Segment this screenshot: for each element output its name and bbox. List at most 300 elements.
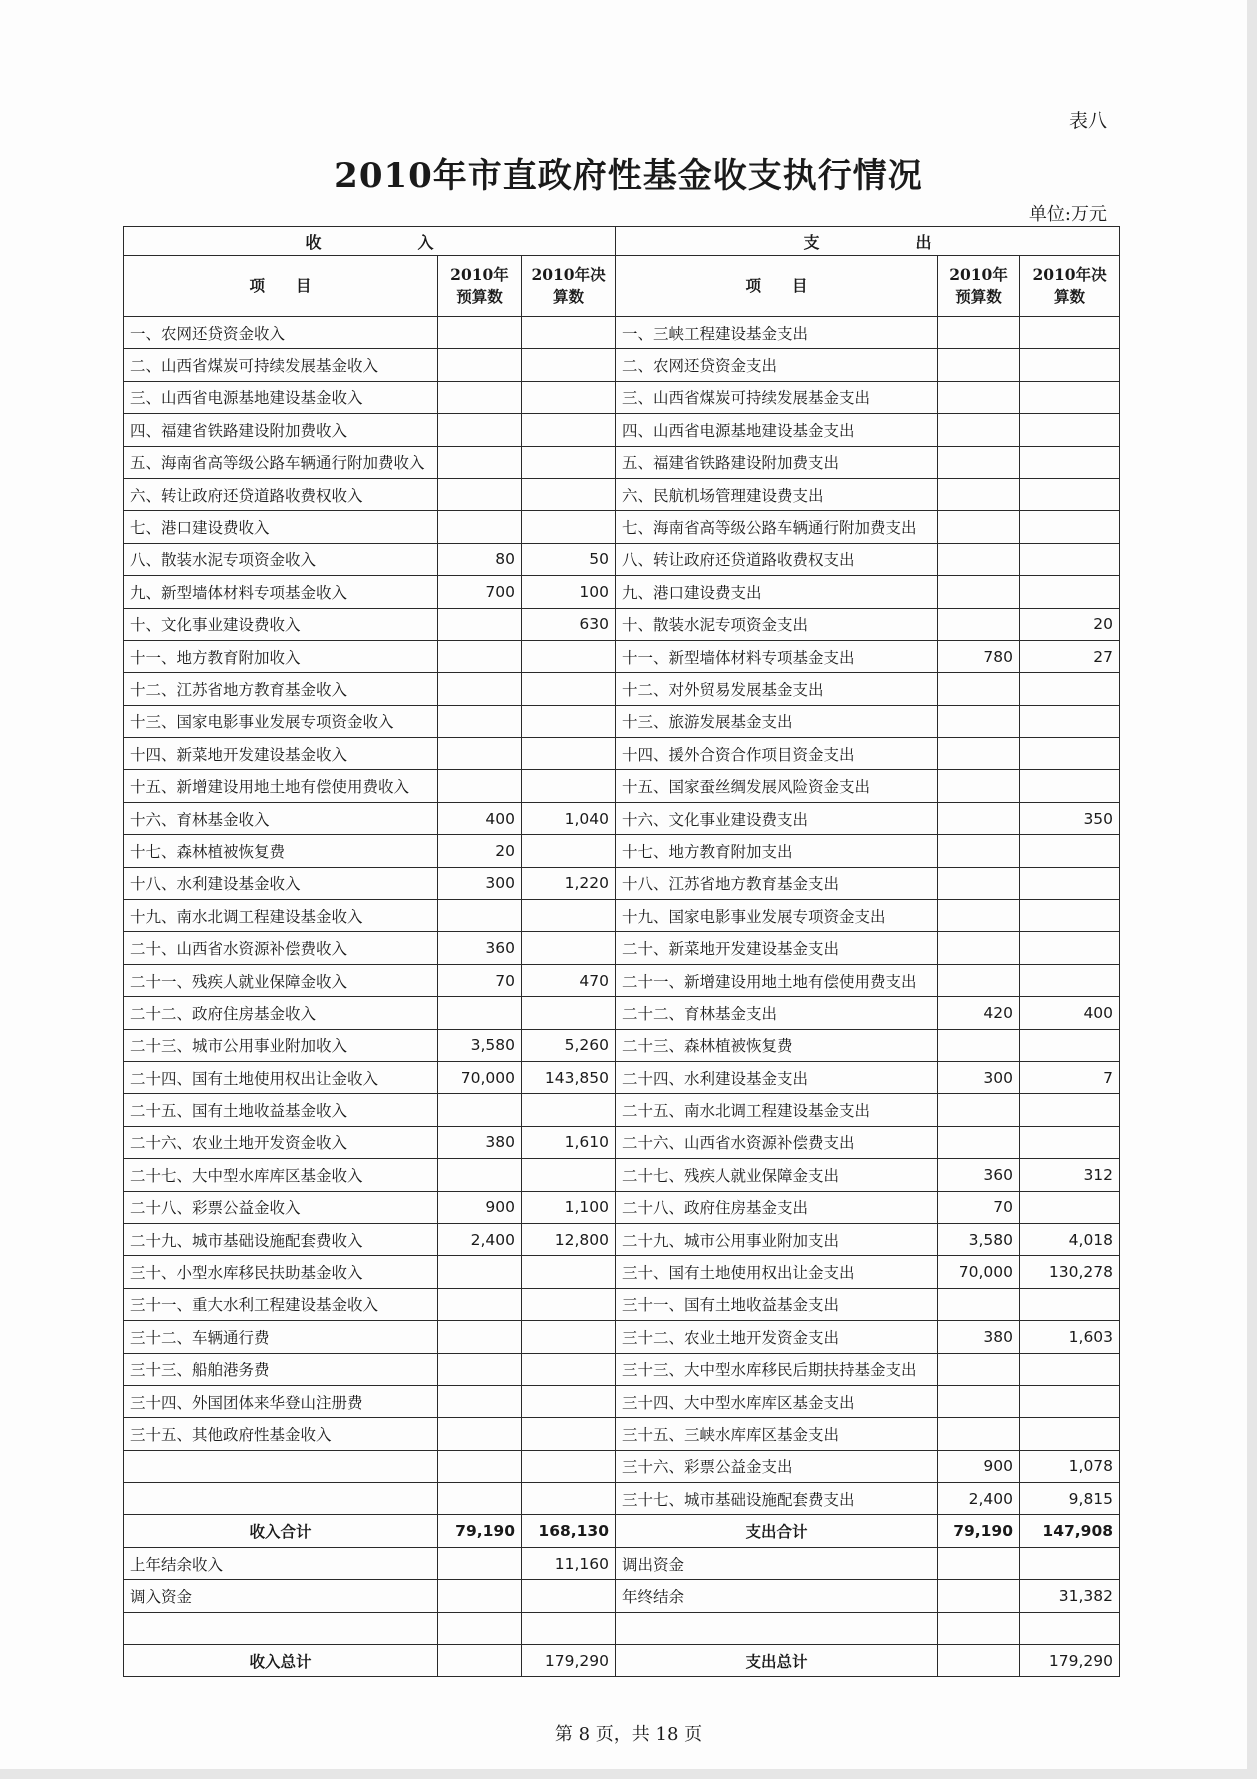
expense-item-cell: 四、山西省电源基地建设基金支出	[616, 414, 938, 446]
income-budget-cell	[438, 1288, 522, 1320]
income-item-cell: 二十六、农业土地开发资金收入	[124, 1126, 438, 1158]
income-item-cell: 二十一、残疾人就业保障金收入	[124, 964, 438, 996]
expense-final-cell: 1,603	[1020, 1321, 1120, 1353]
expense-final-cell	[1020, 1094, 1120, 1126]
expense-budget-cell	[938, 932, 1020, 964]
table-row	[124, 1094, 1120, 1126]
income-budget-cell	[438, 317, 522, 349]
expense-item-cell: 二十四、水利建设基金支出	[616, 1061, 938, 1093]
expense-final-cell: 4,018	[1020, 1223, 1120, 1255]
income-final-cell: 1,100	[522, 1191, 616, 1223]
income-final-cell	[522, 1418, 616, 1450]
expense-item-cell: 三十、国有土地使用权出让金支出	[616, 1256, 938, 1288]
income-budget-cell	[438, 1159, 522, 1191]
expense-budget-cell: 300	[938, 1061, 1020, 1093]
expense-item-cell: 七、海南省高等级公路车辆通行附加费支出	[616, 511, 938, 543]
expense-item-cell: 十一、新型墙体材料专项基金支出	[616, 640, 938, 672]
expense-budget-cell	[938, 478, 1020, 510]
income-final-cell: 143,850	[522, 1061, 616, 1093]
income-budget-cell	[438, 1353, 522, 1385]
income-budget-cell: 900	[438, 1191, 522, 1223]
table-row	[124, 705, 1120, 737]
expense-item-cell: 一、三峡工程建设基金支出	[616, 317, 938, 349]
income-item-cell: 十一、地方教育附加收入	[124, 640, 438, 672]
expense-final-cell: 312	[1020, 1159, 1120, 1191]
income-item-cell: 三十三、船舶港务费	[124, 1353, 438, 1385]
income-item-cell: 上年结余收入	[124, 1547, 438, 1579]
table-row	[124, 1385, 1120, 1417]
table-row	[124, 932, 1120, 964]
income-budget-cell	[438, 1483, 522, 1515]
expense-item-cell: 十、散装水泥专项资金支出	[616, 608, 938, 640]
income-final-cell	[522, 1580, 616, 1612]
expense-final-cell: 20	[1020, 608, 1120, 640]
expense-budget-cell	[938, 900, 1020, 932]
expense-final-cell	[1020, 1612, 1120, 1644]
expense-final-cell	[1020, 1353, 1120, 1385]
expense-budget-cell	[938, 802, 1020, 834]
income-grand-budget	[438, 1645, 522, 1677]
income-budget-cell	[438, 608, 522, 640]
expense-item-cell: 三十三、大中型水库移民后期扶持基金支出	[616, 1353, 938, 1385]
table-body	[124, 317, 1120, 1677]
income-item-cell: 二十七、大中型水库库区基金收入	[124, 1159, 438, 1191]
income-budget-header: 2010年预算数	[438, 256, 522, 317]
expense-item-cell: 三、山西省煤炭可持续发展基金支出	[616, 381, 938, 413]
income-final-cell	[522, 673, 616, 705]
expense-final-cell	[1020, 900, 1120, 932]
income-item-cell: 八、散装水泥专项资金收入	[124, 543, 438, 575]
income-item-cell: 十九、南水北调工程建设基金收入	[124, 900, 438, 932]
expense-final-cell	[1020, 1288, 1120, 1320]
income-final-cell: 1,610	[522, 1126, 616, 1158]
income-final-cell	[522, 1288, 616, 1320]
expense-item-cell: 二十八、政府住房基金支出	[616, 1191, 938, 1223]
expense-budget-cell	[938, 770, 1020, 802]
income-item-cell: 二十三、城市公用事业附加收入	[124, 1029, 438, 1061]
expense-budget-cell: 420	[938, 997, 1020, 1029]
expense-budget-cell	[938, 1580, 1020, 1612]
table-number: 表八	[1068, 110, 1107, 132]
income-budget-cell: 2,400	[438, 1223, 522, 1255]
income-budget-cell	[438, 1612, 522, 1644]
expense-item-cell: 三十五、三峡水库库区基金支出	[616, 1418, 938, 1450]
income-final-cell	[522, 1321, 616, 1353]
income-final-cell: 100	[522, 576, 616, 608]
page-footer: 第 8 页，共 18 页	[554, 1724, 703, 1745]
income-budget-cell: 3,580	[438, 1029, 522, 1061]
income-final-cell	[522, 1256, 616, 1288]
income-item-cell: 七、港口建设费收入	[124, 511, 438, 543]
income-budget-cell: 300	[438, 867, 522, 899]
income-budget-cell	[438, 1418, 522, 1450]
income-final-cell	[522, 478, 616, 510]
income-budget-cell	[438, 478, 522, 510]
income-total-budget: 79,190	[438, 1515, 522, 1547]
expense-total-budget: 79,190	[938, 1515, 1020, 1547]
table-row	[124, 1223, 1120, 1255]
expense-item-cell: 十三、旅游发展基金支出	[616, 705, 938, 737]
income-final-cell: 1,040	[522, 802, 616, 834]
expense-item-cell: 年终结余	[616, 1580, 938, 1612]
expense-budget-cell	[938, 1353, 1020, 1385]
expense-item-cell: 二十六、山西省水资源补偿费支出	[616, 1126, 938, 1158]
income-budget-cell	[438, 1580, 522, 1612]
expense-item-cell: 八、转让政府还贷道路收费权支出	[616, 543, 938, 575]
expense-budget-cell	[938, 1418, 1020, 1450]
income-final-cell	[522, 349, 616, 381]
expense-final-cell	[1020, 1547, 1120, 1579]
expense-budget-cell	[938, 349, 1020, 381]
expense-final-cell	[1020, 673, 1120, 705]
income-grand-label: 收入总计	[124, 1645, 438, 1677]
expense-item-cell: 十九、国家电影事业发展专项资金支出	[616, 900, 938, 932]
table-row	[124, 446, 1120, 478]
income-section-header: 收 入	[124, 227, 616, 256]
expense-budget-cell	[938, 673, 1020, 705]
income-budget-cell	[438, 673, 522, 705]
income-item-cell: 二十二、政府住房基金收入	[124, 997, 438, 1029]
income-grand-final: 179,290	[522, 1645, 616, 1677]
subtotal-row	[124, 1515, 1120, 1547]
income-item-cell: 十四、新菜地开发建设基金收入	[124, 738, 438, 770]
section-header-row	[124, 227, 1120, 256]
table-row	[124, 349, 1120, 381]
income-item-cell: 二十五、国有土地收益基金收入	[124, 1094, 438, 1126]
income-item-cell: 十五、新增建设用地土地有偿使用费收入	[124, 770, 438, 802]
expense-final-cell	[1020, 835, 1120, 867]
table-row	[124, 1159, 1120, 1191]
extra-row	[124, 1612, 1120, 1644]
expense-final-cell: 130,278	[1020, 1256, 1120, 1288]
expense-budget-header: 2010年预算数	[938, 256, 1020, 317]
expense-item-cell: 十五、国家蚕丝绸发展风险资金支出	[616, 770, 938, 802]
expense-budget-cell	[938, 1612, 1020, 1644]
table-row	[124, 997, 1120, 1029]
income-budget-cell	[438, 1547, 522, 1579]
income-item-cell: 二十四、国有土地使用权出让金收入	[124, 1061, 438, 1093]
expense-item-cell: 二十九、城市公用事业附加支出	[616, 1223, 938, 1255]
income-item-cell: 二、山西省煤炭可持续发展基金收入	[124, 349, 438, 381]
income-item-cell	[124, 1483, 438, 1515]
expense-budget-cell: 2,400	[938, 1483, 1020, 1515]
table-row	[124, 478, 1120, 510]
table-row	[124, 1321, 1120, 1353]
income-budget-cell	[438, 414, 522, 446]
expense-budget-cell	[938, 1547, 1020, 1579]
income-budget-cell	[438, 1321, 522, 1353]
expense-budget-cell	[938, 964, 1020, 996]
expense-grand-final: 179,290	[1020, 1645, 1120, 1677]
income-final-cell: 630	[522, 608, 616, 640]
income-item-cell: 二十、山西省水资源补偿费收入	[124, 932, 438, 964]
table-row	[124, 1483, 1120, 1515]
income-final-cell	[522, 414, 616, 446]
income-final-cell	[522, 900, 616, 932]
table-row	[124, 511, 1120, 543]
income-final-header: 2010年决算数	[522, 256, 616, 317]
expense-item-cell: 六、民航机场管理建设费支出	[616, 478, 938, 510]
income-final-cell	[522, 932, 616, 964]
income-item-cell	[124, 1612, 438, 1644]
income-budget-cell: 700	[438, 576, 522, 608]
income-final-cell: 5,260	[522, 1029, 616, 1061]
income-item-cell: 十三、国家电影事业发展专项资金收入	[124, 705, 438, 737]
expense-final-cell: 27	[1020, 640, 1120, 672]
expense-final-cell	[1020, 867, 1120, 899]
income-budget-cell	[438, 1450, 522, 1482]
income-final-cell: 1,220	[522, 867, 616, 899]
income-final-cell: 50	[522, 543, 616, 575]
income-final-cell	[522, 1094, 616, 1126]
income-item-cell: 六、转让政府还贷道路收费权收入	[124, 478, 438, 510]
table-row	[124, 1126, 1120, 1158]
table-row	[124, 1450, 1120, 1482]
expense-final-cell	[1020, 1126, 1120, 1158]
income-budget-cell: 70,000	[438, 1061, 522, 1093]
expense-final-cell	[1020, 478, 1120, 510]
income-item-cell: 二十八、彩票公益金收入	[124, 1191, 438, 1223]
expense-final-cell: 7	[1020, 1061, 1120, 1093]
expense-budget-cell	[938, 381, 1020, 413]
expense-item-cell: 三十一、国有土地收益基金支出	[616, 1288, 938, 1320]
expense-final-cell	[1020, 576, 1120, 608]
expense-final-cell: 31,382	[1020, 1580, 1120, 1612]
table-row	[124, 835, 1120, 867]
income-item-cell: 三十、小型水库移民扶助基金收入	[124, 1256, 438, 1288]
income-item-cell: 三十二、车辆通行费	[124, 1321, 438, 1353]
income-budget-cell	[438, 349, 522, 381]
income-final-cell	[522, 1353, 616, 1385]
income-item-cell: 十七、森林植被恢复费	[124, 835, 438, 867]
income-final-cell	[522, 446, 616, 478]
expense-item-header: 项 目	[616, 256, 938, 317]
income-final-cell	[522, 381, 616, 413]
expense-item-cell: 二十一、新增建设用地土地有偿使用费支出	[616, 964, 938, 996]
table-row	[124, 673, 1120, 705]
income-budget-cell: 400	[438, 802, 522, 834]
fund-table	[123, 226, 1120, 1677]
expense-budget-cell	[938, 446, 1020, 478]
income-final-cell	[522, 997, 616, 1029]
income-budget-cell	[438, 900, 522, 932]
column-header-row	[124, 256, 1120, 317]
expense-total-label: 支出合计	[616, 1515, 938, 1547]
expense-final-cell: 350	[1020, 802, 1120, 834]
expense-item-cell: 调出资金	[616, 1547, 938, 1579]
expense-item-cell: 十六、文化事业建设费支出	[616, 802, 938, 834]
income-budget-cell	[438, 1385, 522, 1417]
expense-budget-cell: 900	[938, 1450, 1020, 1482]
table-row	[124, 608, 1120, 640]
expense-final-cell	[1020, 770, 1120, 802]
income-item-cell: 三十四、外国团体来华登山注册费	[124, 1385, 438, 1417]
expense-item-cell: 二十二、育林基金支出	[616, 997, 938, 1029]
income-total-final: 168,130	[522, 1515, 616, 1547]
income-item-cell: 十二、江苏省地方教育基金收入	[124, 673, 438, 705]
expense-final-cell	[1020, 1418, 1120, 1450]
income-final-cell: 11,160	[522, 1547, 616, 1579]
expense-budget-cell	[938, 867, 1020, 899]
expense-grand-budget	[938, 1645, 1020, 1677]
expense-final-cell	[1020, 1385, 1120, 1417]
expense-budget-cell	[938, 543, 1020, 575]
income-item-cell: 十六、育林基金收入	[124, 802, 438, 834]
expense-item-cell: 十八、江苏省地方教育基金支出	[616, 867, 938, 899]
table-row	[124, 1418, 1120, 1450]
expense-budget-cell	[938, 705, 1020, 737]
expense-final-cell	[1020, 738, 1120, 770]
expense-budget-cell: 70	[938, 1191, 1020, 1223]
table-row	[124, 317, 1120, 349]
income-budget-cell	[438, 446, 522, 478]
table-row	[124, 770, 1120, 802]
expense-budget-cell	[938, 414, 1020, 446]
income-item-cell: 调入资金	[124, 1580, 438, 1612]
income-budget-cell	[438, 738, 522, 770]
income-final-cell	[522, 317, 616, 349]
expense-final-cell: 400	[1020, 997, 1120, 1029]
income-final-cell	[522, 1612, 616, 1644]
expense-final-cell	[1020, 446, 1120, 478]
table-row	[124, 1353, 1120, 1385]
income-item-cell: 十、文化事业建设费收入	[124, 608, 438, 640]
income-budget-cell	[438, 770, 522, 802]
expense-final-cell	[1020, 1029, 1120, 1061]
table-row	[124, 1191, 1120, 1223]
income-budget-cell: 70	[438, 964, 522, 996]
extra-row	[124, 1547, 1120, 1579]
income-final-cell	[522, 1450, 616, 1482]
expense-item-cell: 二十、新菜地开发建设基金支出	[616, 932, 938, 964]
expense-item-cell: 三十二、农业土地开发资金支出	[616, 1321, 938, 1353]
income-budget-cell	[438, 1094, 522, 1126]
expense-budget-cell	[938, 835, 1020, 867]
expense-final-cell	[1020, 349, 1120, 381]
income-final-cell: 12,800	[522, 1223, 616, 1255]
expense-budget-cell: 3,580	[938, 1223, 1020, 1255]
expense-item-cell: 九、港口建设费支出	[616, 576, 938, 608]
expense-final-cell	[1020, 511, 1120, 543]
expense-final-cell	[1020, 543, 1120, 575]
income-item-cell: 三、山西省电源基地建设基金收入	[124, 381, 438, 413]
income-final-cell	[522, 1385, 616, 1417]
expense-final-cell: 1,078	[1020, 1450, 1120, 1482]
income-final-cell	[522, 705, 616, 737]
expense-item-cell: 十二、对外贸易发展基金支出	[616, 673, 938, 705]
expense-final-header: 2010年决算数	[1020, 256, 1120, 317]
expense-section-header: 支 出	[616, 227, 1120, 256]
income-final-cell	[522, 835, 616, 867]
expense-budget-cell	[938, 608, 1020, 640]
expense-budget-cell	[938, 1094, 1020, 1126]
expense-budget-cell	[938, 1029, 1020, 1061]
expense-budget-cell	[938, 1385, 1020, 1417]
income-budget-cell: 20	[438, 835, 522, 867]
income-final-cell: 470	[522, 964, 616, 996]
expense-item-cell: 三十四、大中型水库库区基金支出	[616, 1385, 938, 1417]
expense-budget-cell	[938, 511, 1020, 543]
expense-final-cell	[1020, 414, 1120, 446]
table-row	[124, 900, 1120, 932]
expense-budget-cell	[938, 1288, 1020, 1320]
income-budget-cell	[438, 640, 522, 672]
income-final-cell	[522, 1159, 616, 1191]
expense-item-cell: 三十七、城市基础设施配套费支出	[616, 1483, 938, 1515]
income-final-cell	[522, 640, 616, 672]
expense-final-cell: 9,815	[1020, 1483, 1120, 1515]
expense-item-cell: 十四、援外合资合作项目资金支出	[616, 738, 938, 770]
expense-budget-cell	[938, 738, 1020, 770]
expense-item-cell: 二十三、森林植被恢复费	[616, 1029, 938, 1061]
expense-final-cell	[1020, 932, 1120, 964]
expense-budget-cell	[938, 576, 1020, 608]
expense-item-cell: 五、福建省铁路建设附加费支出	[616, 446, 938, 478]
income-item-cell: 四、福建省铁路建设附加费收入	[124, 414, 438, 446]
table-row	[124, 640, 1120, 672]
expense-budget-cell: 70,000	[938, 1256, 1020, 1288]
table-row	[124, 576, 1120, 608]
expense-final-cell	[1020, 1191, 1120, 1223]
grand-total-row	[124, 1645, 1120, 1677]
income-final-cell	[522, 511, 616, 543]
page-title: 2010年市直政府性基金收支执行情况	[334, 156, 923, 196]
expense-total-final: 147,908	[1020, 1515, 1120, 1547]
income-item-cell: 三十五、其他政府性基金收入	[124, 1418, 438, 1450]
income-item-cell: 五、海南省高等级公路车辆通行附加费收入	[124, 446, 438, 478]
income-budget-cell: 380	[438, 1126, 522, 1158]
income-item-header: 项 目	[124, 256, 438, 317]
extra-row	[124, 1580, 1120, 1612]
income-budget-cell	[438, 1256, 522, 1288]
income-item-cell: 二十九、城市基础设施配套费收入	[124, 1223, 438, 1255]
income-budget-cell	[438, 381, 522, 413]
table-row	[124, 381, 1120, 413]
expense-budget-cell: 380	[938, 1321, 1020, 1353]
table-row	[124, 543, 1120, 575]
table-row	[124, 738, 1120, 770]
income-final-cell	[522, 770, 616, 802]
income-item-cell	[124, 1450, 438, 1482]
table-row	[124, 964, 1120, 996]
expense-item-cell: 二十五、南水北调工程建设基金支出	[616, 1094, 938, 1126]
unit-label: 单位:万元	[1028, 204, 1107, 225]
expense-budget-cell	[938, 317, 1020, 349]
income-final-cell	[522, 738, 616, 770]
income-final-cell	[522, 1483, 616, 1515]
expense-final-cell	[1020, 381, 1120, 413]
income-budget-cell	[438, 511, 522, 543]
income-budget-cell	[438, 997, 522, 1029]
income-item-cell: 一、农网还贷资金收入	[124, 317, 438, 349]
expense-item-cell: 二、农网还贷资金支出	[616, 349, 938, 381]
expense-budget-cell: 780	[938, 640, 1020, 672]
table-row	[124, 1061, 1120, 1093]
expense-item-cell: 二十七、残疾人就业保障金支出	[616, 1159, 938, 1191]
income-item-cell: 十八、水利建设基金收入	[124, 867, 438, 899]
expense-budget-cell: 360	[938, 1159, 1020, 1191]
table-row	[124, 802, 1120, 834]
income-total-label: 收入合计	[124, 1515, 438, 1547]
expense-final-cell	[1020, 317, 1120, 349]
expense-budget-cell	[938, 1126, 1020, 1158]
income-budget-cell: 360	[438, 932, 522, 964]
income-item-cell: 三十一、重大水利工程建设基金收入	[124, 1288, 438, 1320]
income-budget-cell: 80	[438, 543, 522, 575]
expense-final-cell	[1020, 964, 1120, 996]
expense-grand-label: 支出总计	[616, 1645, 938, 1677]
expense-item-cell: 十七、地方教育附加支出	[616, 835, 938, 867]
